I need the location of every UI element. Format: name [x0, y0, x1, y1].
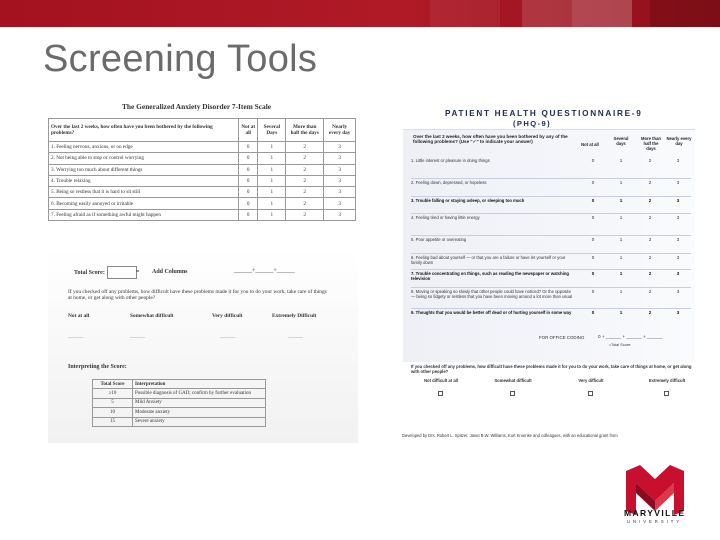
phq9-score-cell[interactable]: 3 — [676, 289, 680, 294]
gad7-score-cell[interactable]: 0 — [239, 164, 258, 175]
phq9-question: 7. Trouble concentrating on things, such as reading the newspaper or watching television — [411, 271, 569, 281]
logo-subtitle: UNIVERSITY — [627, 519, 683, 524]
phq9-question: 5. Poor appetite or overeating — [411, 237, 467, 242]
phq9-score-cell[interactable]: 0 — [591, 215, 595, 220]
gad7-score-cell[interactable]: 0 — [239, 198, 258, 209]
gad7-add-label: Add Columns — [152, 269, 188, 275]
phq9-difficulty — [411, 365, 691, 403]
phq9-score-cell[interactable]: 2 — [648, 180, 652, 185]
score-header-total: Total Score — [93, 380, 133, 389]
gad7-score-cell[interactable]: 2 — [286, 198, 324, 209]
phq9-score-cell[interactable]: 1 — [619, 271, 623, 276]
phq9-col-2: More than half the days — [640, 136, 661, 151]
phq9-score-cell[interactable]: 0 — [591, 237, 595, 242]
phq9-body — [403, 130, 695, 362]
gad7-column-blanks: ______+______+______ — [234, 268, 295, 274]
gad7-question: 3. Worrying too much about different things — [49, 164, 239, 175]
gad7-score-table — [92, 379, 266, 427]
gad7-col-2: More than half the days — [286, 119, 324, 142]
gad7-question: 4. Trouble relaxing — [49, 175, 239, 186]
gad7-total-label: Total Score: — [74, 269, 105, 276]
score-row — [93, 417, 266, 426]
score-header-interpretation: Interpretation — [133, 380, 266, 389]
phq9-question: 3. Trouble falling or staying asleep, or sleeping too much — [411, 198, 525, 203]
gad7-table — [48, 118, 356, 221]
score-row — [93, 408, 266, 417]
phq9-score-cell[interactable]: 0 — [591, 180, 595, 185]
phq9-footer: Developed by Drs. Robert L. Spitzer, Janet B.W. Williams, Kurt Kroenke and colleagues, with an educational grant from — [402, 433, 618, 438]
gad7-score-cell[interactable]: 2 — [286, 164, 324, 175]
phq9-question: 9. Thoughts that you would be better off dead or of hurting yourself in some way — [411, 310, 572, 315]
phq9-score-cell[interactable]: 3 — [676, 198, 680, 203]
gad7-score-cell[interactable]: 3 — [324, 142, 356, 153]
phq9-diff-opt-3: Extremely difficult — [648, 378, 686, 383]
phq9-score-cell[interactable]: 0 — [591, 255, 595, 260]
phq9-score-cell[interactable]: 2 — [648, 310, 652, 315]
gad7-score-cell[interactable]: 1 — [258, 187, 286, 198]
phq9-score-cell[interactable]: 1 — [619, 180, 623, 185]
gad7-score-cell[interactable]: 3 — [324, 164, 356, 175]
gad7-score-cell[interactable]: 2 — [286, 209, 324, 220]
phq9-diff-check-0[interactable] — [438, 391, 443, 396]
phq9-divider — [411, 287, 691, 288]
gad7-question: 7. Feeling afraid as if something awful might happen — [49, 209, 239, 220]
score-row — [93, 389, 266, 398]
gad7-interpret-heading: Interpreting the Score: — [68, 364, 127, 370]
gad7-question: 1. Feeling nervous, anxious, or on edge — [49, 142, 239, 153]
phq9-score-cell[interactable]: 3 — [676, 310, 680, 315]
phq9-score-cell[interactable]: 2 — [648, 198, 652, 203]
gad7-score-cell[interactable]: 0 — [239, 187, 258, 198]
phq9-score-cell[interactable]: 3 — [676, 158, 680, 163]
top-banner — [0, 0, 720, 27]
phq9-score-cell[interactable]: 2 — [648, 255, 652, 260]
phq9-score-cell[interactable]: 1 — [619, 158, 623, 163]
gad7-col-1: Several Days — [258, 119, 286, 142]
phq9-score-cell[interactable]: 2 — [648, 289, 652, 294]
phq9-score-cell[interactable]: 1 — [619, 215, 623, 220]
gad7-row — [49, 198, 356, 209]
phq9-title: PATIENT HEALTH QUESTIONNAIRE-9 — [445, 109, 643, 118]
phq9-score-cell[interactable]: 3 — [676, 237, 680, 242]
gad7-title: The Generalized Anxiety Disorder 7-Item Scale — [122, 102, 272, 111]
phq9-score-cell[interactable]: 3 — [676, 271, 680, 276]
phq9-score-cell[interactable]: 1 — [619, 255, 623, 260]
gad7-row — [49, 142, 356, 153]
score-value: 15 — [93, 417, 133, 426]
phq9-diff-check-3[interactable] — [664, 391, 669, 396]
gad7-score-cell[interactable]: 2 — [286, 142, 324, 153]
phq9-divider — [411, 196, 691, 197]
phq9-score-cell[interactable]: 1 — [619, 198, 623, 203]
gad7-difficulty-question: If you checked off any problems, how difficult have these problems made it for you to do your work, take care of things at home, or get along with other people? — [68, 289, 327, 302]
phq9-score-cell[interactable]: 1 — [619, 289, 623, 294]
phq9-diff-check-2[interactable] — [588, 391, 593, 396]
gad7-document: The Generalized Anxiety Disorder 7-Item Scale Over the last 2 weeks, how often have you been bothered by the following problems? Not at all Several Days More than half the days Nearly every day 1. Feeling nervous, anxious, or on edge 0 1 2 3 2. Not being able to stop or control worrying 0 1 2 3 3. Worrying too much about different things 0 1 2 3 4. Trouble relaxing 0 1 2 3 5. Being so restless that it is hard to sit still 0 1 2 3 6. Becoming easily annoyed or irritable 0 1 2 3 7. Feeling afraid as if something awful might happen 0 1 2 3 Total Score: = Add Columns ______+______+______ If you checked off any problems, how difficult have these problems made it for you to do your work, take care of things at home, or get along with other people? Not at all Somewhat difficult Very difficult Extremely Difficult ______ ______ ______ ______ Interpreting the Score: Total Score Interpretation ≥10 Possible diagnosis of GAD; confirm by further evaluation 5 Mild Anxiety 10 Moderate anxiety 15 Severe anxiety — [48, 98, 358, 443]
phq9-coding-line: 0 + ______ + ______ + ______ — [598, 334, 663, 339]
phq9-document — [403, 106, 695, 446]
phq9-col-3: Nearly every day — [666, 136, 692, 146]
gad7-row — [49, 187, 356, 198]
gad7-question: 5. Being so restless that it is hard to sit still — [49, 187, 239, 198]
phq9-question: 4. Feeling tired or having little energy — [411, 215, 480, 220]
score-row — [93, 398, 266, 407]
gad7-row — [49, 153, 356, 164]
phq9-diff-opt-2: Very difficult — [578, 378, 604, 383]
phq9-question: 8. Moving or speaking so slowly that other people could have noticed? Or the opposite — being so fidgety or restless that you have been moving around a lot more than usual — [411, 289, 573, 299]
gad7-score-cell[interactable]: 1 — [258, 175, 286, 186]
gad7-col-3: Nearly every day — [324, 119, 356, 142]
gad7-row — [49, 175, 356, 186]
gad7-score-cell[interactable]: 1 — [258, 142, 286, 153]
phq9-score-cell[interactable]: 0 — [591, 271, 595, 276]
gad7-score-cell[interactable]: 3 — [324, 153, 356, 164]
phq9-question: 2. Feeling down, depressed, or hopeless — [411, 180, 487, 185]
gad7-score-cell[interactable]: 2 — [286, 175, 324, 186]
gad7-opt-0: Not at all — [68, 313, 90, 319]
gad7-score-cell[interactable]: 3 — [324, 209, 356, 220]
gad7-score-cell[interactable]: 0 — [239, 153, 258, 164]
phq9-score-cell[interactable]: 1 — [619, 237, 623, 242]
gad7-score-cell[interactable]: 1 — [258, 164, 286, 175]
phq9-score-cell[interactable]: 0 — [591, 289, 595, 294]
gad7-row — [49, 164, 356, 175]
score-value: 10 — [93, 408, 133, 417]
gad7-col-0: Not at all — [239, 119, 258, 142]
gad7-question: 6. Becoming easily annoyed or irritable — [49, 198, 239, 209]
phq9-divider — [411, 308, 691, 309]
score-interpretation: Mild Anxiety — [133, 398, 266, 407]
logo-wordmark: MARYVILLE — [624, 508, 686, 518]
phq9-question: 1. Little interest or pleasure in doing things — [411, 158, 490, 163]
gad7-opt-1: Somewhat difficult — [130, 313, 174, 319]
phq9-score-cell[interactable]: 2 — [648, 237, 652, 242]
gad7-opt-3: Extremely Difficult — [272, 313, 317, 319]
phq9-divider — [411, 269, 691, 270]
gad7-score-cell[interactable]: 1 — [258, 153, 286, 164]
score-value: ≥10 — [93, 389, 133, 398]
gad7-score-cell[interactable]: 0 — [239, 209, 258, 220]
gad7-score-cell[interactable]: 3 — [324, 187, 356, 198]
gad7-score-cell[interactable]: 1 — [258, 198, 286, 209]
gad7-score-cell[interactable]: 0 — [239, 142, 258, 153]
phq9-col-1: Several days — [613, 136, 629, 146]
slide-title: Screening Tools — [43, 38, 318, 80]
gad7-score-cell[interactable]: 2 — [286, 187, 324, 198]
gad7-dash: = — [136, 269, 140, 275]
phq9-intro: Over the last 2 weeks, how often have you been bothered by any of the following problems? (Use "✓" to indicate your answer) — [413, 134, 568, 145]
phq9-diff-opt-1: Somewhat difficult — [494, 378, 532, 383]
phq9-score-cell[interactable]: 0 — [591, 158, 595, 163]
phq9-score-cell[interactable]: 0 — [591, 198, 595, 203]
gad7-header-question: Over the last 2 weeks, how often have you been bothered by the following problems? — [49, 119, 239, 142]
gad7-row — [49, 209, 356, 220]
phq9-difficulty-question: If you checked off any problems, how difficult have these problems made it for you to do your work, take care of things at home, or get along with other people? — [411, 364, 692, 374]
phq9-score-cell[interactable]: 0 — [591, 310, 595, 315]
gad7-score-cell[interactable]: 0 — [239, 175, 258, 186]
phq9-diff-opt-0: Not difficult at all — [424, 378, 458, 383]
score-interpretation: Severe anxiety — [133, 417, 266, 426]
phq9-score-cell[interactable]: 3 — [676, 255, 680, 260]
phq9-subtitle: (PHQ-9) — [513, 119, 552, 128]
phq9-score-cell[interactable]: 2 — [648, 158, 652, 163]
score-interpretation: Possible diagnosis of GAD; confirm by further evaluation — [133, 389, 266, 398]
gad7-score-cell[interactable]: 3 — [324, 175, 356, 186]
score-interpretation: Moderate anxiety — [133, 408, 266, 417]
phq9-divider — [411, 235, 691, 236]
gad7-add-columns — [136, 269, 188, 275]
phq9-score-cell[interactable]: 3 — [676, 180, 680, 185]
gad7-score-cell[interactable]: 1 — [258, 209, 286, 220]
phq9-divider — [411, 253, 691, 254]
gad7-score-cell[interactable]: 2 — [286, 153, 324, 164]
gad7-total-box — [107, 266, 140, 279]
gad7-score-cell[interactable]: 3 — [324, 198, 356, 209]
score-value: 5 — [93, 398, 133, 407]
gad7-total-score — [74, 266, 140, 279]
phq9-header — [403, 106, 695, 130]
gad7-question: 2. Not being able to stop or control worrying — [49, 153, 239, 164]
phq9-total-label: =Total Score: — [609, 343, 632, 347]
phq9-score-cell[interactable]: 2 — [648, 215, 652, 220]
phq9-divider — [411, 178, 691, 179]
phq9-diff-check-1[interactable] — [510, 391, 515, 396]
phq9-score-cell[interactable]: 2 — [648, 271, 652, 276]
gad7-opt-2: Very difficult — [212, 313, 243, 319]
phq9-score-cell[interactable]: 3 — [676, 215, 680, 220]
phq9-score-cell[interactable]: 1 — [619, 310, 623, 315]
phq9-question: 6. Feeling bad about yourself — or that you are a failure or have let yourself or your family down — [411, 255, 566, 265]
phq9-col-0: Not at all — [581, 142, 599, 147]
phq9-divider — [411, 213, 691, 214]
phq9-coding-label: FOR OFFICE CODING — [539, 335, 585, 340]
